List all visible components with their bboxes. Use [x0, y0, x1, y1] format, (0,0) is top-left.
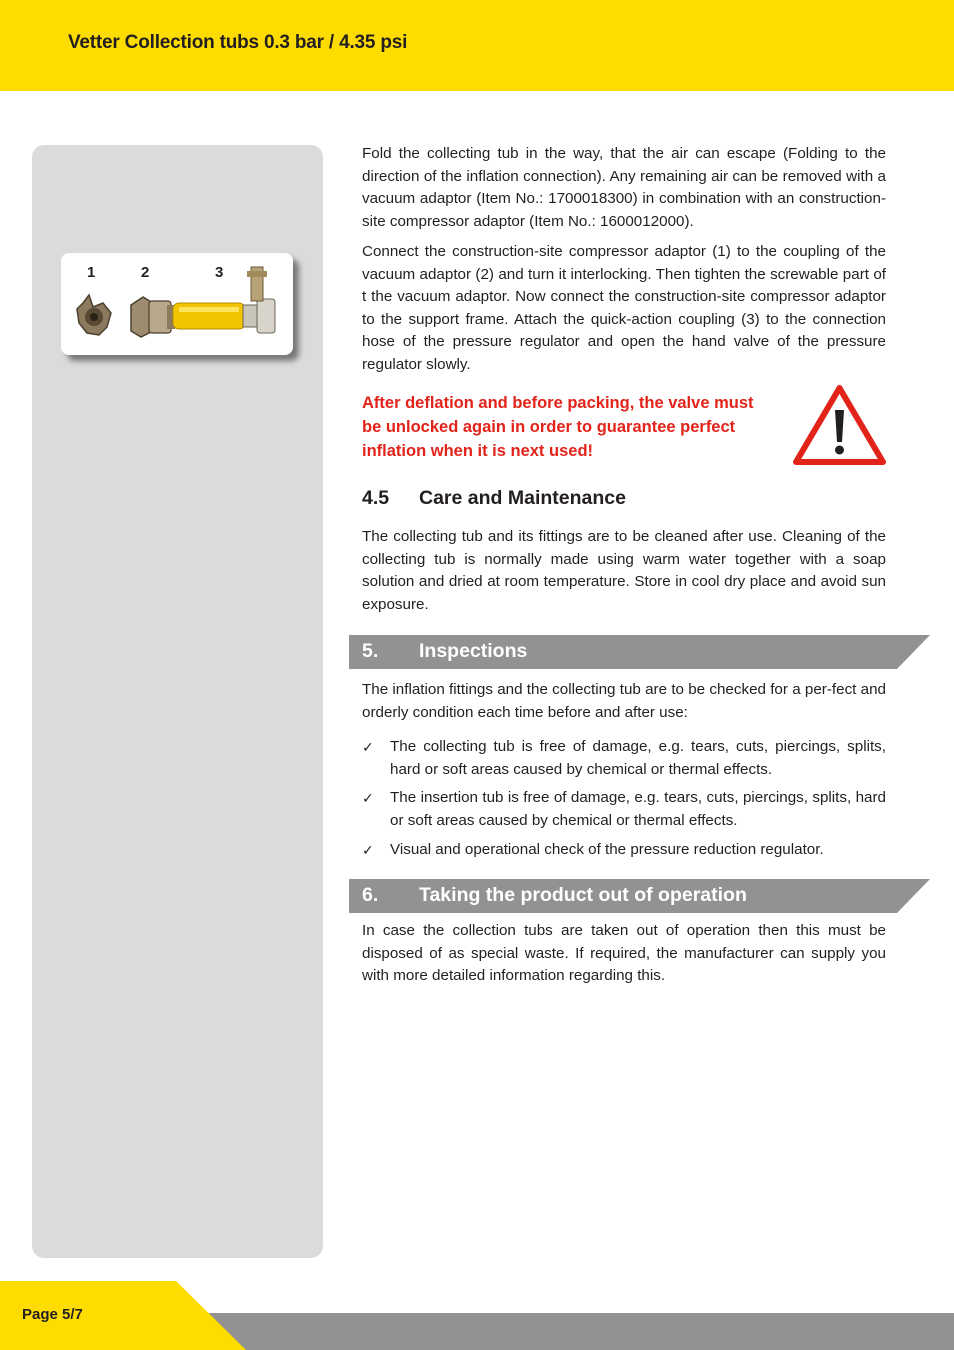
list-item [362, 736, 886, 781]
section-6-body [362, 920, 886, 988]
section-6-title: Taking the product out of operation [419, 884, 747, 906]
intro-paragraph-1: Fold the collecting tub in the way, that the air can escape (Folding to the direction of the inflation connection). Any remaining air can be removed with a vacuum adaptor (Item No.: 1700018300) in combination with an construction-site compressor adaptor (Item No.: 1600012000). [362, 145, 886, 230]
warning-text: After deflation and before packing, the valve must be unlocked again in order to guarantee perfect inflation when it is next used! [362, 394, 754, 460]
list-item [362, 839, 886, 862]
checkmark-icon: ✓ [362, 842, 374, 858]
section-5-body [362, 679, 886, 724]
section-4-5-title: Care and Maintenance [419, 487, 626, 509]
document-title: Vetter Collection tubs 0.3 bar / 4.35 psi [68, 32, 408, 53]
intro-text [362, 143, 886, 376]
section-4-5-paragraph: The collecting tub and its fittings are to be cleaned after use. Cleaning of the collecting tub is normally made using warm water together with a soap solution and dried at room temperature. Store in cool dry place and avoid sun exposure. [362, 528, 886, 613]
section-6-paragraph: In case the collection tubs are taken out of operation then this must be disposed of as special waste. If required, the manufacturer can supply you with more detailed information regarding this. [362, 922, 886, 984]
section-4-5-body [362, 526, 886, 616]
warning-triangle-icon [793, 384, 886, 466]
intro-paragraph-2: Connect the construction-site compressor adaptor (1) to the coupling of the vacuum adaptor (2) and turn it interlocking. Then tighten the screwable part of t the vacuum adaptor. Now connect the construction-site compressor adaptor to the support frame. Attach the quick-action coupling (3) to the connection hose of the pressure regulator and open the hand valve of the pressure regulator slowly. [362, 243, 886, 373]
page-number: Page 5/7 [22, 1306, 83, 1323]
section-6-heading-bar [349, 879, 930, 913]
section-4-5-heading [362, 487, 626, 510]
photo-label-2: 2 [141, 264, 150, 281]
list-item-text: The collecting tub is free of damage, e.g. tears, cuts, piercings, splits, hard or soft areas caused by chemical or thermal effects. [390, 738, 886, 778]
list-item [362, 787, 886, 832]
checkmark-icon: ✓ [362, 790, 374, 806]
yellow-hose-image [173, 303, 245, 329]
section-5-title: Inspections [419, 640, 528, 662]
list-item-text: The insertion tub is free of damage, e.g. tears, cuts, piercings, splits, hard or soft areas caused by chemical or thermal effects. [390, 789, 886, 829]
section-5-paragraph: The inflation fittings and the collecting tub are to be checked for a per-fect and orderly condition each time before and after use: [362, 681, 886, 721]
photo-label-3: 3 [215, 264, 224, 281]
section-4-5-number: 4.5 [362, 487, 390, 509]
adaptor-photo [61, 253, 293, 355]
compressor-adaptor-image [77, 295, 111, 335]
checkmark-icon: ✓ [362, 739, 374, 755]
adaptor-illustration [61, 253, 293, 355]
photo-label-1: 1 [87, 264, 96, 281]
section-6-number: 6. [362, 884, 379, 906]
section-5-heading-bar [349, 635, 930, 669]
vacuum-adaptor-image [131, 297, 175, 337]
page-header [0, 0, 954, 91]
list-item-text: Visual and operational check of the pressure reduction regulator. [390, 841, 824, 858]
section-5-number: 5. [362, 640, 379, 662]
quick-coupling-image [243, 267, 275, 333]
